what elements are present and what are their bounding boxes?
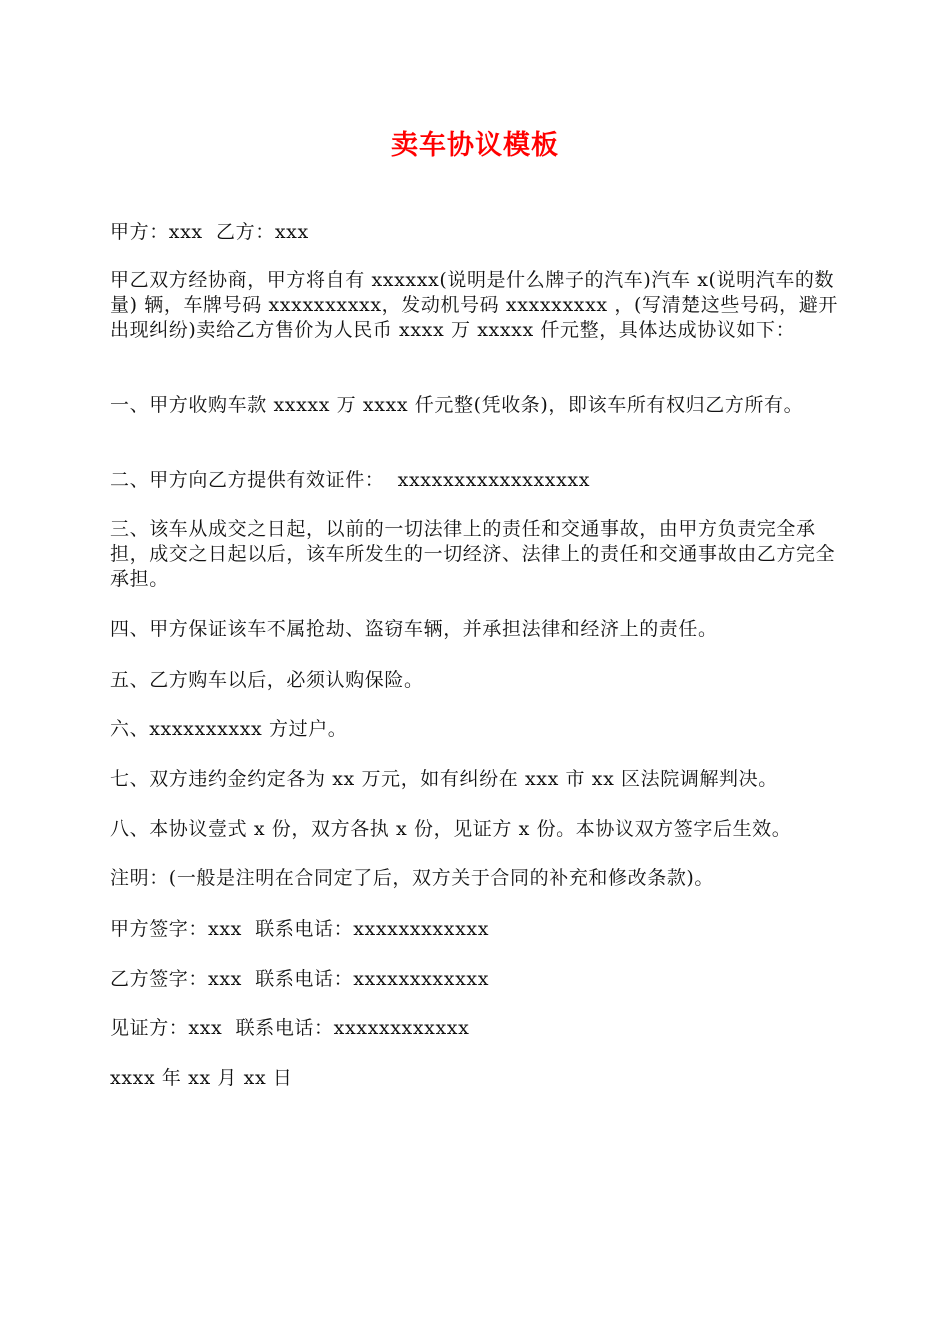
parties-line: 甲方：xxx 乙方：xxx bbox=[110, 221, 309, 243]
clause-2: 二、甲方向乙方提供有效证件： xxxxxxxxxxxxxxxxx bbox=[110, 469, 591, 491]
intro-paragraph: 甲乙双方经协商，甲方将自有 xxxxxx(说明是什么牌子的汽车)汽车 x(说明汽车的数量) 辆，车牌号码 xxxxxxxxxx，发动机号码 xxxxxxxxx ，(写清楚这些号码，避开出现纠纷)卖给乙方售价为人民币 xxxx 万 xxxxx 仟元整，具体达成协议如下： bbox=[110, 269, 838, 341]
clause-1: 一、甲方收购车款 xxxxx 万 xxxx 仟元整(凭收条)，即该车所有权归乙方所有。 bbox=[110, 394, 804, 416]
note-line: 注明：(一般是注明在合同定了后，双方关于合同的补充和修改条款)。 bbox=[110, 867, 715, 889]
clause-3: 三、该车从成交之日起，以前的一切法律上的责任和交通事故，由甲方负责完全承担，成交之日起以后，该车所发生的一切经济、法律上的责任和交通事故由乙方完全承担。 bbox=[110, 518, 836, 590]
clause-7: 七、双方违约金约定各为 xx 万元，如有纠纷在 xxx 市 xx 区法院调解判决。 bbox=[110, 768, 778, 790]
clause-6: 六、xxxxxxxxxx 方过户。 bbox=[110, 718, 348, 740]
clause-5: 五、乙方购车以后，必须认购保险。 bbox=[110, 669, 424, 691]
clause-4: 四、甲方保证该车不属抢劫、盗窃车辆，并承担法律和经济上的责任。 bbox=[110, 618, 718, 640]
signature-witness: 见证方：xxx 联系电话：xxxxxxxxxxxx bbox=[110, 1017, 470, 1039]
clause-8: 八、本协议壹式 x 份，双方各执 x 份，见证方 x 份。本协议双方签字后生效。 bbox=[110, 818, 792, 840]
date-line: xxxx 年 xx 月 xx 日 bbox=[110, 1067, 293, 1089]
signature-party-b: 乙方签字：xxx 联系电话：xxxxxxxxxxxx bbox=[110, 968, 490, 990]
signature-party-a: 甲方签字：xxx 联系电话：xxxxxxxxxxxx bbox=[110, 918, 490, 940]
document-title: 卖车协议模板 bbox=[391, 130, 559, 161]
